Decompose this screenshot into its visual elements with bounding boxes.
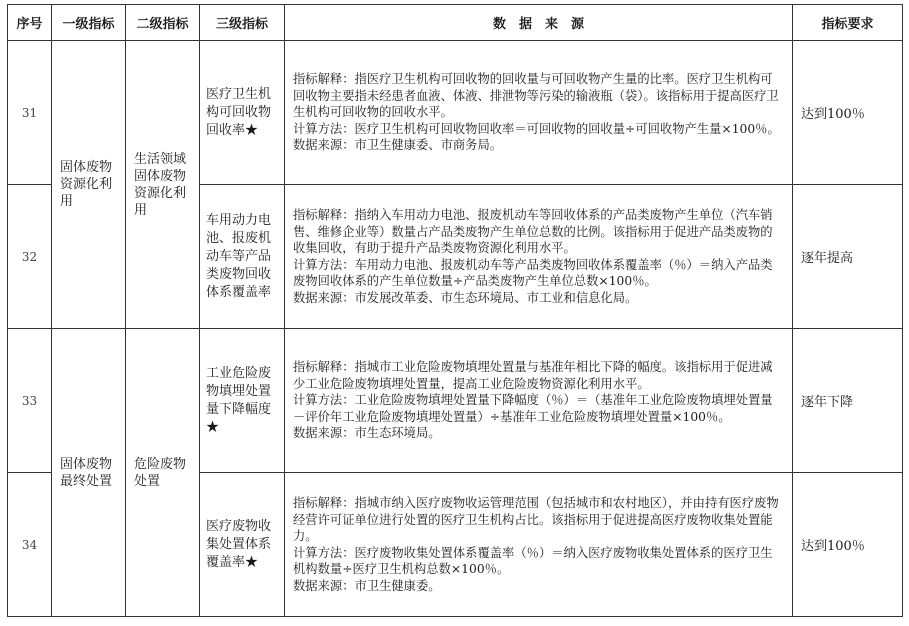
calculation-method: 计算方法：医疗废物收集处置体系覆盖率（％）＝纳入医疗废物收集处置体系的医疗卫生机构数量÷医疗卫生机构总数×100％。 (293, 545, 773, 576)
indicator-explanation: 指标解释：指城市工业危险废物填埋处置量与基准年相比下降的幅度。该指标用于促进减少工业危险废物填埋处置量，提高工业危险废物资源化利用水平。 (293, 360, 773, 391)
row-seq: 31 (8, 41, 52, 185)
row-seq: 34 (8, 473, 52, 617)
level3-indicator: 工业危险废物填埋处置量下降幅度★ (200, 329, 285, 473)
data-source: 数据来源：市卫生健康委。 (293, 578, 441, 593)
data-source: 数据来源：市卫生健康委、市商务局。 (293, 138, 503, 153)
requirement: 达到100％ (793, 473, 903, 617)
level2-indicator: 危险废物处置 (126, 329, 200, 617)
calculation-method: 计算方法：医疗卫生机构可回收物回收率＝可回收物的回收量÷可回收物产生量×100％。 (293, 121, 780, 136)
table-row (8, 329, 903, 473)
data-source-cell (285, 41, 793, 185)
level3-indicator: 车用动力电池、报废机动车等产品类废物回收体系覆盖率 (200, 185, 285, 329)
indicator-explanation: 指标解释：指医疗卫生机构可回收物的回收量与可回收物产生量的比率。医疗卫生机构可回收物主要指未经患者血液、体液、排泄物等污染的输液瓶（袋）。该指标用于提高医疗卫生机构可回收物的回收水平。 (293, 72, 779, 120)
table-row (8, 41, 903, 185)
row-seq: 33 (8, 329, 52, 473)
row-seq: 32 (8, 185, 52, 329)
level3-indicator: 医疗卫生机构可回收物回收率★ (200, 41, 285, 185)
calculation-method: 计算方法：工业危险废物填埋处置量下降幅度（％）＝（基准年工业危险废物填埋处置量－评价年工业危险废物填埋处置量）÷基准年工业危险废物填埋处置量×100％。 (293, 393, 773, 424)
data-source-cell (285, 329, 793, 473)
level1-indicator: 固体废物资源化利用 (52, 41, 126, 329)
header-level3: 三级指标 (200, 5, 285, 41)
header-source: 数 据 来 源 (285, 5, 793, 41)
header-level1: 一级指标 (52, 5, 126, 41)
header-level2: 二级指标 (126, 5, 200, 41)
data-source-cell (285, 473, 793, 617)
indicator-table (7, 4, 903, 617)
indicator-explanation: 指标解释：指城市纳入医疗废物收运管理范围（包括城市和农村地区），并由持有医疗废物经营许可证单位进行处置的医疗卫生机构占比。该指标用于促进提高医疗废物收集处置能力。 (293, 496, 779, 543)
level2-indicator: 生活领域固体废物资源化利用 (126, 41, 200, 329)
data-source: 数据来源：市发展改革委、市生态环境局、市工业和信息化局。 (293, 290, 638, 305)
data-source: 数据来源：市生态环境局。 (293, 426, 441, 441)
level3-indicator: 医疗废物收集处置体系覆盖率★ (200, 473, 285, 617)
data-source-cell (285, 185, 793, 329)
requirement: 逐年下降 (793, 329, 903, 473)
level1-indicator: 固体废物最终处置 (52, 329, 126, 617)
requirement: 达到100％ (793, 41, 903, 185)
calculation-method: 计算方法：车用动力电池、报废机动车等产品类废物回收体系覆盖率（％）＝纳入产品类废物回收体系的产生单位数量÷产品类废物产生单位总数×100％。 (293, 257, 773, 288)
indicator-explanation: 指标解释：指纳入车用动力电池、报废机动车等回收体系的产品类废物产生单位（汽车销售、维修企业等）数量占产品类废物产生单位总数的比例。该指标用于促进产品类废物的收集回收，有助于提升产品类废物资源化利用水平。 (293, 208, 773, 255)
header-requirement: 指标要求 (793, 5, 903, 41)
requirement: 逐年提高 (793, 185, 903, 329)
table-header-row (8, 5, 903, 41)
header-seq: 序号 (8, 5, 52, 41)
